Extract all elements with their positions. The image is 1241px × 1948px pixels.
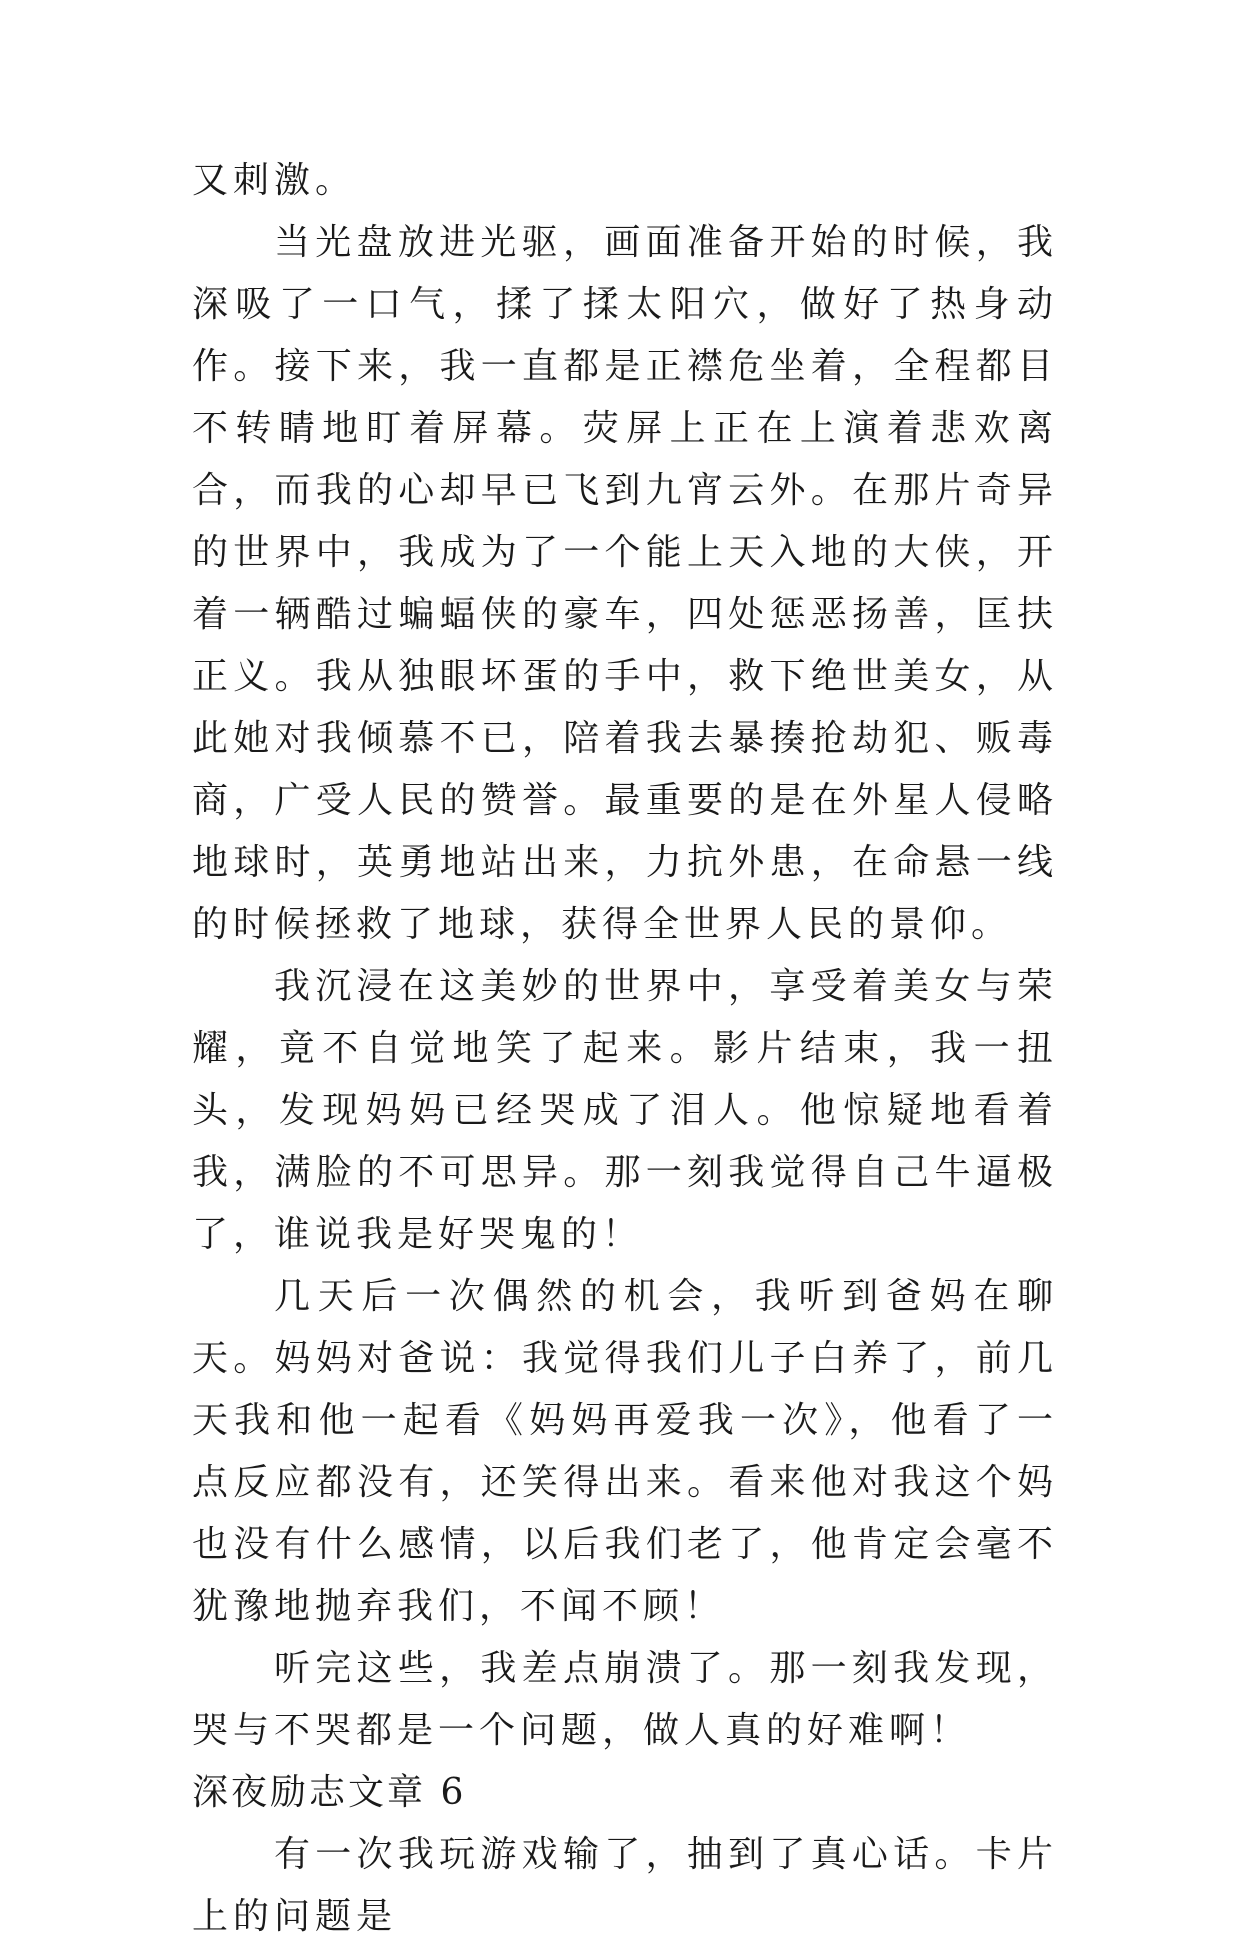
paragraph-4: 几天后一次偶然的机会，我听到爸妈在聊天。妈妈对爸说：我觉得我们儿子白养了，前几天我和他一起看《妈妈再爱我一次》，他看了一点反应都没有，还笑得出来。看来他对我这个妈也没有什么感情，以后我们老了，他肯定会毫不犹豫地抛弃我们，不闻不顾！ [192, 1276, 1058, 1627]
paragraph-6: 有一次我玩游戏输了，抽到了真心话。卡片上的问题是 [192, 1834, 1058, 1937]
paragraph-3: 我沉浸在这美妙的世界中，享受着美女与荣耀，竟不自觉地笑了起来。影片结束，我一扭头，发现妈妈已经哭成了泪人。他惊疑地看着我，满脸的不可思异。那一刻我觉得自己牛逼极了，谁说我是好哭鬼的！ [192, 966, 1058, 1255]
document-body [192, 150, 1058, 1948]
paragraph-2: 当光盘放进光驱，画面准备开始的时候，我深吸了一口气，揉了揉太阳穴，做好了热身动作。接下来，我一直都是正襟危坐着，全程都目不转睛地盯着屏幕。荧屏上正在上演着悲欢离合，而我的心却早已飞到九宵云外。在那片奇异的世界中，我成为了一个能上天入地的大侠，开着一辆酷过蝙蝠侠的豪车，四处惩恶扬善，匡扶正义。我从独眼坏蛋的手中，救下绝世美女，从此她对我倾慕不已，陪着我去暴揍抢劫犯、贩毒商，广受人民的赞誉。最重要的是在外星人侵略地球时，英勇地站出来，力抗外患，在命悬一线的时候拯救了地球，获得全世界人民的景仰。 [192, 222, 1058, 945]
section-heading: 深夜励志文章 6 [192, 1772, 467, 1813]
paragraph-1: 又刺激。 [192, 160, 357, 201]
paragraph-5: 听完这些，我差点崩溃了。那一刻我发现，哭与不哭都是一个问题，做人真的好难啊！ [192, 1648, 1058, 1751]
